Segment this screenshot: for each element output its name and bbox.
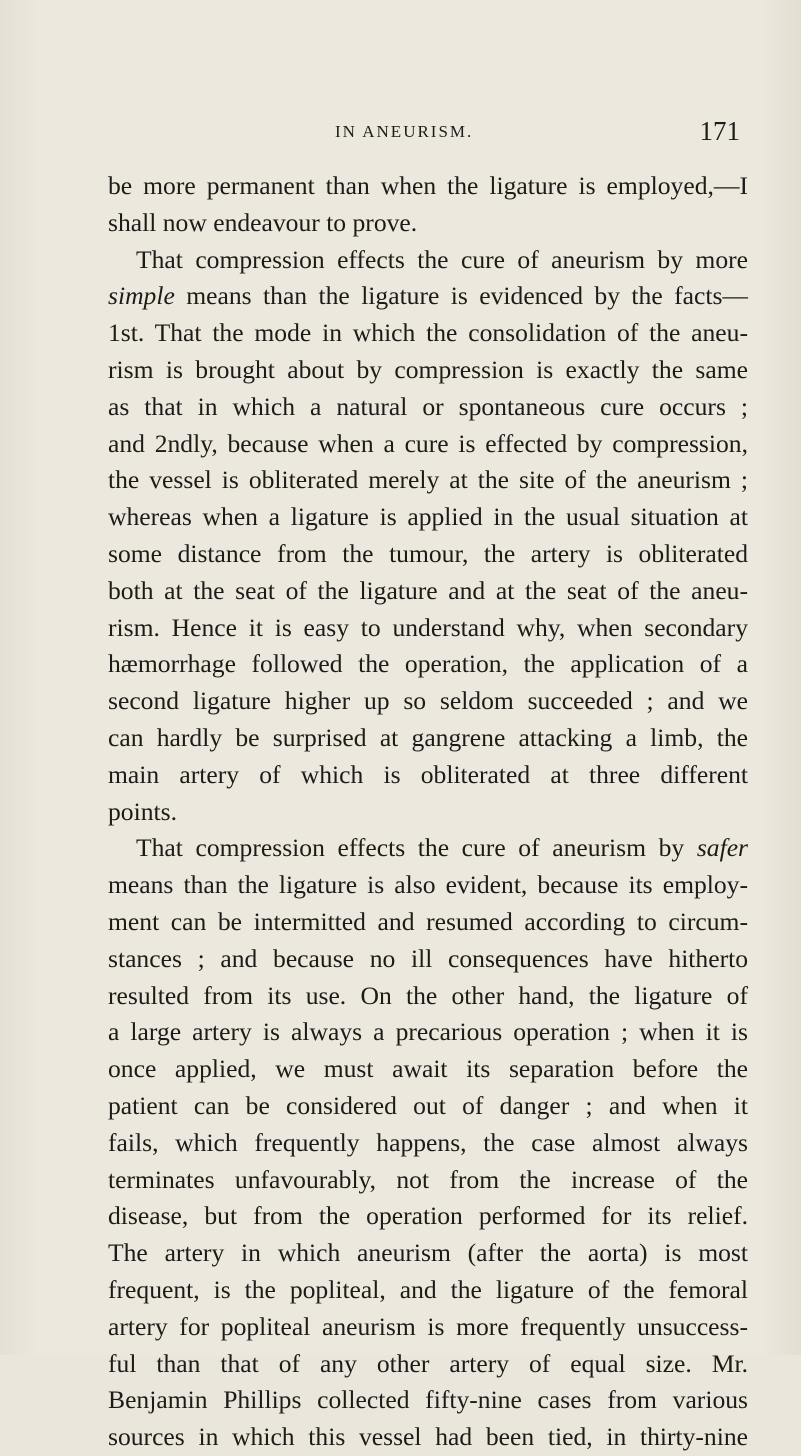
- text-line: stances ; and because no ill consequences have hitherto: [108, 943, 748, 973]
- text-line: ful than that of any other artery of equal size. Mr.: [108, 1348, 748, 1378]
- text-line: That compression effects the cure of aneurism by more: [136, 244, 748, 274]
- text-line: rism is brought about by compression is exactly the same: [108, 354, 748, 384]
- text-line: once applied, we must await its separation before the: [108, 1054, 748, 1084]
- text-fragment: That compression effects the cure of aneurism by: [136, 833, 685, 863]
- text-line: as that in which a natural or spontaneous cure occurs ;: [108, 391, 748, 421]
- text-line: frequent, is the popliteal, and the ligature of the femoral: [108, 1274, 748, 1304]
- text-line: a large artery is always a precarious operation ; when it is: [108, 1017, 748, 1047]
- body-text: [108, 168, 748, 1456]
- text-line: be more permanent than when the ligature is employed,—I: [108, 171, 748, 200]
- text-fragment: means than the ligature is evidenced by the facts—: [186, 281, 748, 311]
- text-line: [108, 830, 748, 867]
- text-line: and 2ndly, because when a cure is effected by compression,: [108, 428, 748, 458]
- text-line: main artery of which is obliterated at three different: [108, 759, 748, 789]
- text-line: ment can be intermitted and resumed according to circum-: [108, 906, 748, 936]
- text-line: disease, but from the operation performed for its relief.: [108, 1201, 748, 1231]
- text-line: [108, 278, 748, 315]
- text-line: the vessel is obliterated merely at the site of the aneurism ;: [108, 465, 748, 495]
- text-line: sources in which this vessel had been tied, in thirty-nine: [108, 1422, 748, 1452]
- text-line: artery for popliteal aneurism is more frequently unsuccess-: [108, 1311, 748, 1341]
- text-line: rism. Hence it is easy to understand why, when secondary: [108, 612, 748, 642]
- emphasis-word: safer: [696, 833, 749, 863]
- text-line: shall now endeavour to prove.: [108, 207, 418, 237]
- text-line: both at the seat of the ligature and at the seat of the aneu-: [108, 575, 748, 605]
- text-line: fails, which frequently happens, the case almost always: [108, 1127, 748, 1157]
- text-line: second ligature higher up so seldom succeeded ; and we: [108, 686, 748, 716]
- text-line: terminates unfavourably, not from the increase of the: [108, 1164, 748, 1194]
- page-number: 171: [699, 116, 740, 146]
- text-line: can hardly be surprised at gangrene attacking a limb, the: [108, 722, 748, 752]
- running-title: IN ANEURISM.: [335, 122, 474, 141]
- text-line: means than the ligature is also evident, because its employ-: [108, 870, 748, 900]
- text-line: hæmorrhage followed the operation, the application of a: [108, 649, 748, 679]
- text-line: Benjamin Phillips collected fifty-nine cases from various: [108, 1385, 748, 1415]
- text-line: The artery in which aneurism (after the aorta) is most: [108, 1238, 748, 1268]
- text-line: patient can be considered out of danger ; and when it: [108, 1090, 748, 1120]
- text-line: whereas when a ligature is applied in the usual situation at: [108, 502, 748, 532]
- running-header: [120, 118, 740, 148]
- text-line: points.: [108, 796, 177, 826]
- text-line: some distance from the tumour, the artery is obliterated: [108, 538, 748, 568]
- text-line: 1st. That the mode in which the consolidation of the aneu-: [108, 318, 748, 348]
- emphasis-word: simple: [108, 281, 175, 311]
- text-line: resulted from its use. On the other hand, the ligature of: [108, 980, 748, 1010]
